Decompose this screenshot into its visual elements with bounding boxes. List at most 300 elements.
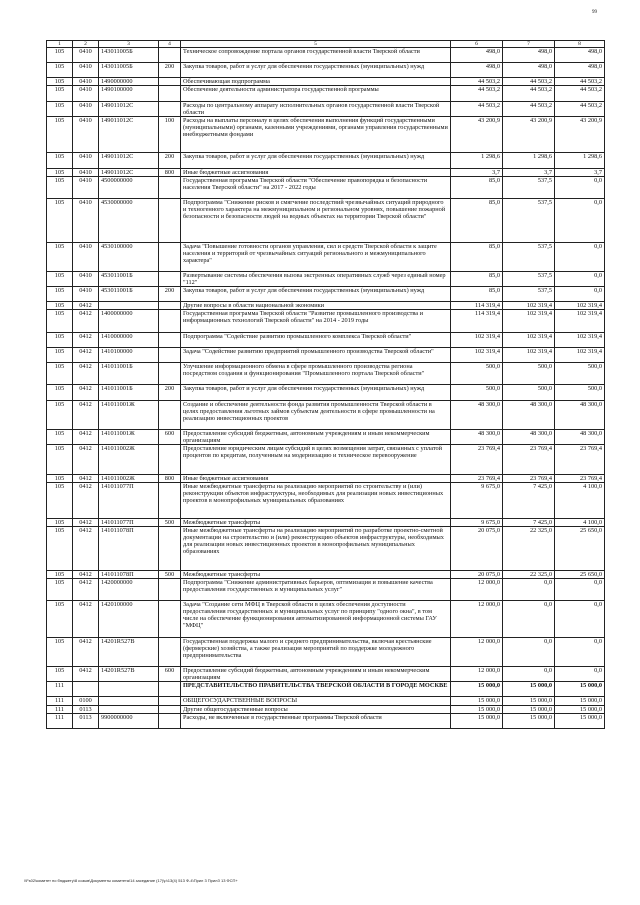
cell-amount-year-3: 15 000,0 (555, 697, 605, 705)
cell-section-code: 0113 (73, 705, 99, 713)
cell-expense-type: 600 (159, 667, 181, 682)
table-row (47, 601, 605, 638)
cell-target-article: 149011012С (99, 101, 159, 116)
cell-section-code: 0412 (73, 482, 99, 519)
table-row (47, 287, 605, 302)
cell-section-code: 0412 (73, 570, 99, 578)
cell-description: Обеспечивающая подпрограмма (181, 78, 451, 86)
cell-description: Предоставление субсидий бюджетным, автономным учреждениям и иным некоммерческим организациям (181, 667, 451, 682)
cell-target-article: 4530000000 (99, 198, 159, 242)
cell-amount-year-1: 500,0 (451, 385, 503, 400)
cell-admin-code: 105 (47, 78, 73, 86)
cell-expense-type: 100 (159, 116, 181, 153)
cell-description: Задача "Содействие развитию предприятий промышленного производства Тверской области" (181, 347, 451, 362)
cell-admin-code: 105 (47, 519, 73, 527)
cell-description: Предоставление субсидий бюджетным, автономным учреждениям и иным некоммерческим организациям (181, 429, 451, 444)
cell-description: Предоставление юридическим лицам субсидий в целях возмещения затрат, связанных с уплатой процентов по кредитам, полученным на модернизацию и техническое перевооружение (181, 445, 451, 474)
cell-section-code: 0412 (73, 332, 99, 347)
cell-amount-year-2: 23 769,4 (503, 445, 555, 474)
cell-amount-year-1: 15 000,0 (451, 697, 503, 705)
cell-amount-year-3: 0,0 (555, 271, 605, 286)
cell-description: Техническое сопровождение портала органов государственной власти Тверской области (181, 48, 451, 63)
cell-target-article: 141011078П (99, 527, 159, 571)
cell-target-article: 143011005Б (99, 48, 159, 63)
cell-amount-year-3: 4 100,0 (555, 482, 605, 519)
cell-amount-year-3: 0,0 (555, 287, 605, 302)
cell-section-code: 0410 (73, 287, 99, 302)
cell-admin-code: 105 (47, 570, 73, 578)
cell-target-article: 141011077П (99, 519, 159, 527)
cell-admin-code: 105 (47, 445, 73, 474)
cell-amount-year-3: 0,0 (555, 198, 605, 242)
cell-description: Государственная программа Тверской области "Обеспечение правопорядка и безопасности населения Тверской области" на 2017 - 2022 годы (181, 176, 451, 198)
cell-amount-year-2: 102 319,4 (503, 302, 555, 310)
cell-amount-year-2: 102 319,4 (503, 332, 555, 347)
cell-amount-year-3: 15 000,0 (555, 682, 605, 697)
cell-admin-code: 105 (47, 198, 73, 242)
cell-amount-year-1: 12 000,0 (451, 601, 503, 638)
cell-admin-code: 105 (47, 242, 73, 271)
cell-expense-type (159, 527, 181, 571)
cell-target-article: 9900000000 (99, 713, 159, 728)
cell-amount-year-1: 3,7 (451, 168, 503, 176)
cell-target-article: 1420000000 (99, 578, 159, 600)
cell-amount-year-3: 0,0 (555, 637, 605, 666)
cell-description: Иные бюджетные ассигнования (181, 474, 451, 482)
table-row (47, 310, 605, 332)
cell-admin-code: 105 (47, 63, 73, 78)
cell-amount-year-2: 1 298,6 (503, 153, 555, 168)
cell-target-article (99, 302, 159, 310)
cell-expense-type (159, 332, 181, 347)
cell-expense-type (159, 363, 181, 385)
cell-admin-code: 105 (47, 363, 73, 385)
cell-expense-type (159, 176, 181, 198)
cell-description: Закупка товаров, работ и услуг для обеспечения государственных (муниципальных) нужд (181, 153, 451, 168)
table-row (47, 570, 605, 578)
cell-description: Расходы по центральному аппарату исполнительных органов государственной власти Тверской области (181, 101, 451, 116)
cell-description: Развертывание системы обеспечения вызова экстренных оперативных служб через единый номер "112" (181, 271, 451, 286)
cell-description: Закупка товаров, работ и услуг для обеспечения государственных (муниципальных) нужд (181, 63, 451, 78)
cell-target-article: 1490000000 (99, 78, 159, 86)
cell-amount-year-2: 15 000,0 (503, 713, 555, 728)
cell-amount-year-3: 0,0 (555, 176, 605, 198)
cell-amount-year-2: 537,5 (503, 176, 555, 198)
cell-section-code: 0412 (73, 347, 99, 362)
page-number: 99 (592, 10, 597, 15)
table-row (47, 48, 605, 63)
cell-expense-type (159, 705, 181, 713)
header-cell: 2 (73, 41, 99, 48)
cell-amount-year-3: 15 000,0 (555, 705, 605, 713)
cell-amount-year-2: 44 503,2 (503, 86, 555, 101)
cell-expense-type: 500 (159, 519, 181, 527)
cell-section-code: 0410 (73, 198, 99, 242)
cell-amount-year-3: 25 650,0 (555, 527, 605, 571)
cell-amount-year-1: 12 000,0 (451, 637, 503, 666)
cell-amount-year-1: 44 503,2 (451, 101, 503, 116)
cell-amount-year-1: 48 300,0 (451, 429, 503, 444)
cell-description: Другие вопросы в области национальной экономики (181, 302, 451, 310)
cell-amount-year-2: 7 425,0 (503, 482, 555, 519)
cell-section-code: 0410 (73, 63, 99, 78)
cell-admin-code: 105 (47, 400, 73, 429)
header-cell: 6 (451, 41, 503, 48)
cell-description: Задача "Повышение готовности органов управления, сил и средств Тверской области к защите населения и территорий от чрезвычайных ситуаций регионального и межмуниципального характера" (181, 242, 451, 271)
cell-section-code: 0412 (73, 310, 99, 332)
table-row (47, 363, 605, 385)
cell-target-article: 141011077П (99, 482, 159, 519)
cell-amount-year-3: 0,0 (555, 578, 605, 600)
cell-amount-year-2: 0,0 (503, 667, 555, 682)
cell-amount-year-3: 48 300,0 (555, 429, 605, 444)
cell-amount-year-2: 22 325,0 (503, 527, 555, 571)
cell-amount-year-3: 44 503,2 (555, 101, 605, 116)
cell-description: Межбюджетные трансферты (181, 519, 451, 527)
cell-amount-year-2: 15 000,0 (503, 705, 555, 713)
cell-admin-code: 105 (47, 527, 73, 571)
cell-description: Обеспечение деятельности администратора государственной программы (181, 86, 451, 101)
cell-description: Иные бюджетные ассигнования (181, 168, 451, 176)
cell-target-article: 1410000000 (99, 332, 159, 347)
cell-section-code: 0412 (73, 474, 99, 482)
cell-amount-year-2: 44 503,2 (503, 78, 555, 86)
cell-target-article: 141011002Ж (99, 445, 159, 474)
cell-description: Подпрограмма "Содействие развитию промышленного комплекса Тверской области" (181, 332, 451, 347)
cell-amount-year-1: 85,0 (451, 198, 503, 242)
cell-admin-code: 105 (47, 601, 73, 638)
header-cell: 1 (47, 41, 73, 48)
cell-target-article (99, 697, 159, 705)
cell-section-code: 0412 (73, 385, 99, 400)
table-row (47, 445, 605, 474)
cell-target-article: 141011002Ж (99, 474, 159, 482)
cell-amount-year-3: 43 200,9 (555, 116, 605, 153)
cell-expense-type: 800 (159, 168, 181, 176)
cell-expense-type (159, 697, 181, 705)
cell-section-code: 0412 (73, 363, 99, 385)
cell-amount-year-2: 0,0 (503, 578, 555, 600)
cell-admin-code: 105 (47, 86, 73, 101)
table-row (47, 697, 605, 705)
cell-amount-year-1: 23 769,4 (451, 474, 503, 482)
cell-admin-code: 105 (47, 482, 73, 519)
cell-admin-code: 111 (47, 682, 73, 697)
cell-target-article: 14201R527В (99, 667, 159, 682)
cell-expense-type: 200 (159, 287, 181, 302)
header-cell: 7 (503, 41, 555, 48)
cell-amount-year-1: 498,0 (451, 63, 503, 78)
cell-admin-code: 105 (47, 667, 73, 682)
cell-description: Улучшение информационного обмена в сфере промышленного производства региона посредством создания и функционирования "Промышленного портала Тверской области" (181, 363, 451, 385)
cell-amount-year-3: 3,7 (555, 168, 605, 176)
cell-section-code: 0410 (73, 101, 99, 116)
cell-amount-year-3: 500,0 (555, 385, 605, 400)
cell-admin-code: 105 (47, 176, 73, 198)
table-row (47, 705, 605, 713)
header-cell: 3 (99, 41, 159, 48)
cell-amount-year-3: 23 769,4 (555, 445, 605, 474)
cell-section-code: 0412 (73, 527, 99, 571)
table-row (47, 168, 605, 176)
cell-amount-year-1: 102 319,4 (451, 347, 503, 362)
cell-section-code: 0100 (73, 697, 99, 705)
cell-description: Иные межбюджетные трансферты на реализацию мероприятий по строительству и (или) реконструкции объектов инфраструктуры, необходимых для реализации новых инвестиционных проектов в монопрофильных муниципальных образованиях (181, 482, 451, 519)
cell-expense-type (159, 86, 181, 101)
table-row (47, 271, 605, 286)
cell-amount-year-1: 12 000,0 (451, 667, 503, 682)
cell-amount-year-1: 114 319,4 (451, 310, 503, 332)
cell-description: Государственная поддержка малого и среднего предпринимательства, включая крестьянские (фермерские) хозяйства, а также реализация мероприятий по поддержке молодежного предпринимательства (181, 637, 451, 666)
cell-expense-type (159, 101, 181, 116)
cell-amount-year-2: 0,0 (503, 637, 555, 666)
cell-expense-type (159, 601, 181, 638)
cell-admin-code: 105 (47, 168, 73, 176)
cell-amount-year-2: 48 300,0 (503, 429, 555, 444)
cell-admin-code: 105 (47, 48, 73, 63)
table-row (47, 86, 605, 101)
table-row (47, 667, 605, 682)
table-row (47, 198, 605, 242)
header-cell: 5 (181, 41, 451, 48)
cell-amount-year-1: 1 298,6 (451, 153, 503, 168)
cell-admin-code: 111 (47, 697, 73, 705)
cell-amount-year-1: 498,0 (451, 48, 503, 63)
cell-expense-type (159, 271, 181, 286)
cell-target-article: 149011012С (99, 153, 159, 168)
cell-expense-type (159, 445, 181, 474)
cell-section-code: 0410 (73, 78, 99, 86)
cell-expense-type: 600 (159, 429, 181, 444)
cell-admin-code: 105 (47, 385, 73, 400)
footer-file-path: \\Fs02\комитет по бюджету\8 созыв\Документы комитета\14 заседание (17)\р\13(4) 513 Ф-4\Прил 3 ПрилЗ 13 ФСП+ (24, 878, 238, 883)
cell-amount-year-3: 48 300,0 (555, 400, 605, 429)
cell-amount-year-2: 23 769,4 (503, 474, 555, 482)
cell-expense-type: 200 (159, 63, 181, 78)
cell-amount-year-1: 20 075,0 (451, 527, 503, 571)
cell-amount-year-1: 12 000,0 (451, 578, 503, 600)
table-row (47, 527, 605, 571)
cell-section-code: 0412 (73, 578, 99, 600)
cell-amount-year-3: 23 769,4 (555, 474, 605, 482)
cell-amount-year-2: 15 000,0 (503, 682, 555, 697)
cell-expense-type (159, 48, 181, 63)
cell-amount-year-1: 44 503,2 (451, 78, 503, 86)
cell-target-article: 141011001Ж (99, 400, 159, 429)
budget-table (46, 40, 605, 729)
cell-amount-year-1: 85,0 (451, 287, 503, 302)
cell-description: Расходы на выплаты персоналу в целях обеспечения выполнения функций государственными (муниципальными) органами, казенными учреждениями, органами управления государственными внебюджетными фондами (181, 116, 451, 153)
cell-amount-year-1: 500,0 (451, 363, 503, 385)
cell-expense-type (159, 400, 181, 429)
header-cell: 8 (555, 41, 605, 48)
cell-target-article: 149011012С (99, 116, 159, 153)
cell-amount-year-2: 537,5 (503, 198, 555, 242)
cell-target-article: 453011001Б (99, 271, 159, 286)
cell-amount-year-1: 48 300,0 (451, 400, 503, 429)
table-body (47, 41, 605, 729)
table-row (47, 713, 605, 728)
cell-admin-code: 105 (47, 287, 73, 302)
cell-amount-year-3: 102 319,4 (555, 302, 605, 310)
cell-amount-year-2: 500,0 (503, 363, 555, 385)
cell-amount-year-3: 500,0 (555, 363, 605, 385)
cell-description: Закупка товаров, работ и услуг для обеспечения государственных (муниципальных) нужд (181, 385, 451, 400)
cell-amount-year-3: 0,0 (555, 667, 605, 682)
cell-admin-code: 105 (47, 101, 73, 116)
cell-target-article (99, 682, 159, 697)
cell-target-article: 141011001Б (99, 385, 159, 400)
cell-amount-year-2: 7 425,0 (503, 519, 555, 527)
cell-expense-type (159, 578, 181, 600)
cell-target-article: 453011001Б (99, 287, 159, 302)
table-row (47, 63, 605, 78)
cell-expense-type: 500 (159, 570, 181, 578)
cell-admin-code: 105 (47, 429, 73, 444)
cell-expense-type (159, 347, 181, 362)
table-row (47, 385, 605, 400)
cell-amount-year-1: 9 675,0 (451, 519, 503, 527)
cell-amount-year-1: 23 769,4 (451, 445, 503, 474)
cell-admin-code: 105 (47, 302, 73, 310)
cell-amount-year-1: 15 000,0 (451, 705, 503, 713)
cell-section-code: 0113 (73, 713, 99, 728)
cell-section-code: 0412 (73, 601, 99, 638)
cell-expense-type (159, 242, 181, 271)
cell-amount-year-2: 43 200,9 (503, 116, 555, 153)
cell-amount-year-3: 15 000,0 (555, 713, 605, 728)
cell-admin-code: 105 (47, 332, 73, 347)
cell-description: ОБЩЕГОСУДАРСТВЕННЫЕ ВОПРОСЫ (181, 697, 451, 705)
cell-expense-type (159, 302, 181, 310)
table-row (47, 578, 605, 600)
cell-description: Расходы, не включенные в государственные программы Тверской области (181, 713, 451, 728)
cell-admin-code: 111 (47, 713, 73, 728)
cell-expense-type (159, 682, 181, 697)
cell-admin-code: 111 (47, 705, 73, 713)
table-row (47, 332, 605, 347)
cell-amount-year-3: 102 319,4 (555, 332, 605, 347)
table-row (47, 78, 605, 86)
cell-amount-year-2: 498,0 (503, 48, 555, 63)
cell-section-code: 0410 (73, 176, 99, 198)
cell-amount-year-1: 20 075,0 (451, 570, 503, 578)
cell-amount-year-2: 537,5 (503, 242, 555, 271)
cell-target-article (99, 705, 159, 713)
table-row (47, 347, 605, 362)
cell-target-article: 1400000000 (99, 310, 159, 332)
cell-admin-code: 105 (47, 637, 73, 666)
cell-amount-year-3: 44 503,2 (555, 86, 605, 101)
table-row (47, 176, 605, 198)
cell-expense-type (159, 637, 181, 666)
cell-amount-year-3: 4 100,0 (555, 519, 605, 527)
cell-description: Межбюджетные трансферты (181, 570, 451, 578)
cell-amount-year-1: 15 000,0 (451, 682, 503, 697)
cell-amount-year-1: 85,0 (451, 271, 503, 286)
cell-section-code: 0412 (73, 400, 99, 429)
cell-description: Подпрограмма "Снижение рисков и смягчение последствий чрезвычайных ситуаций природного и техногенного характера на межмуниципальном и региональном уровнях, повышение пожарной безопасности и безопасности людей на водных объектах на территории Тверской области" (181, 198, 451, 242)
cell-amount-year-3: 0,0 (555, 601, 605, 638)
cell-section-code: 0412 (73, 637, 99, 666)
cell-amount-year-3: 44 503,2 (555, 78, 605, 86)
cell-target-article: 14201R527В (99, 637, 159, 666)
cell-amount-year-1: 102 319,4 (451, 332, 503, 347)
cell-target-article: 1490100000 (99, 86, 159, 101)
cell-target-article: 141011078П (99, 570, 159, 578)
cell-admin-code: 105 (47, 347, 73, 362)
table-row (47, 302, 605, 310)
cell-section-code: 0410 (73, 86, 99, 101)
table-row (47, 242, 605, 271)
cell-description: Подпрограмма "Снижение административных барьеров, оптимизация и повышение качества предоставления государственных и муниципальных услуг" (181, 578, 451, 600)
cell-amount-year-1: 85,0 (451, 176, 503, 198)
cell-expense-type (159, 482, 181, 519)
cell-target-article: 149011012С (99, 168, 159, 176)
cell-section-code: 0412 (73, 519, 99, 527)
cell-amount-year-2: 498,0 (503, 63, 555, 78)
table-row (47, 682, 605, 697)
cell-amount-year-1: 85,0 (451, 242, 503, 271)
table-row (47, 519, 605, 527)
cell-section-code: 0410 (73, 168, 99, 176)
cell-target-article: 143011005Б (99, 63, 159, 78)
cell-description: Другие общегосударственные вопросы (181, 705, 451, 713)
cell-admin-code: 105 (47, 271, 73, 286)
cell-admin-code: 105 (47, 578, 73, 600)
table-row (47, 116, 605, 153)
cell-section-code: 0410 (73, 153, 99, 168)
cell-amount-year-2: 537,5 (503, 287, 555, 302)
cell-section-code: 0412 (73, 302, 99, 310)
cell-expense-type (159, 713, 181, 728)
cell-section-code (73, 682, 99, 697)
cell-section-code: 0412 (73, 667, 99, 682)
cell-amount-year-2: 3,7 (503, 168, 555, 176)
cell-description: Задача "Создание сети МФЦ в Тверской области в целях обеспечения доступности предоставления государственных и муниципальных услуг по принципу "одного окна", в том числе на обеспечение функционирования автоматизированной информационной системы ГАУ "МФЦ" (181, 601, 451, 638)
cell-admin-code: 105 (47, 310, 73, 332)
cell-amount-year-1: 44 503,2 (451, 86, 503, 101)
cell-expense-type: 200 (159, 385, 181, 400)
cell-admin-code: 105 (47, 153, 73, 168)
cell-target-article: 4530100000 (99, 242, 159, 271)
cell-target-article: 141011001Б (99, 363, 159, 385)
cell-section-code: 0412 (73, 429, 99, 444)
cell-target-article: 1420100000 (99, 601, 159, 638)
cell-section-code: 0410 (73, 242, 99, 271)
cell-section-code: 0410 (73, 48, 99, 63)
cell-description: ПРЕДСТАВИТЕЛЬСТВО ПРАВИТЕЛЬСТВА ТВЕРСКОЙ ОБЛАСТИ В ГОРОДЕ МОСКВЕ (181, 682, 451, 697)
cell-amount-year-2: 0,0 (503, 601, 555, 638)
cell-expense-type (159, 198, 181, 242)
cell-amount-year-3: 0,0 (555, 242, 605, 271)
cell-description: Создание и обеспечение деятельности фонда развития промышленности Тверской области в целях предоставления льготных займов субъектам деятельности в сфере промышленности на реализацию инвестиционных проектов (181, 400, 451, 429)
cell-amount-year-1: 114 319,4 (451, 302, 503, 310)
header-row (47, 41, 605, 48)
cell-description: Закупка товаров, работ и услуг для обеспечения государственных (муниципальных) нужд (181, 287, 451, 302)
cell-target-article: 1410100000 (99, 347, 159, 362)
cell-target-article: 4500000000 (99, 176, 159, 198)
header-cell: 4 (159, 41, 181, 48)
cell-amount-year-3: 498,0 (555, 63, 605, 78)
table-row (47, 153, 605, 168)
cell-amount-year-2: 22 325,0 (503, 570, 555, 578)
cell-admin-code: 105 (47, 116, 73, 153)
table-row (47, 400, 605, 429)
cell-amount-year-1: 43 200,9 (451, 116, 503, 153)
cell-expense-type: 200 (159, 153, 181, 168)
cell-amount-year-2: 102 319,4 (503, 310, 555, 332)
